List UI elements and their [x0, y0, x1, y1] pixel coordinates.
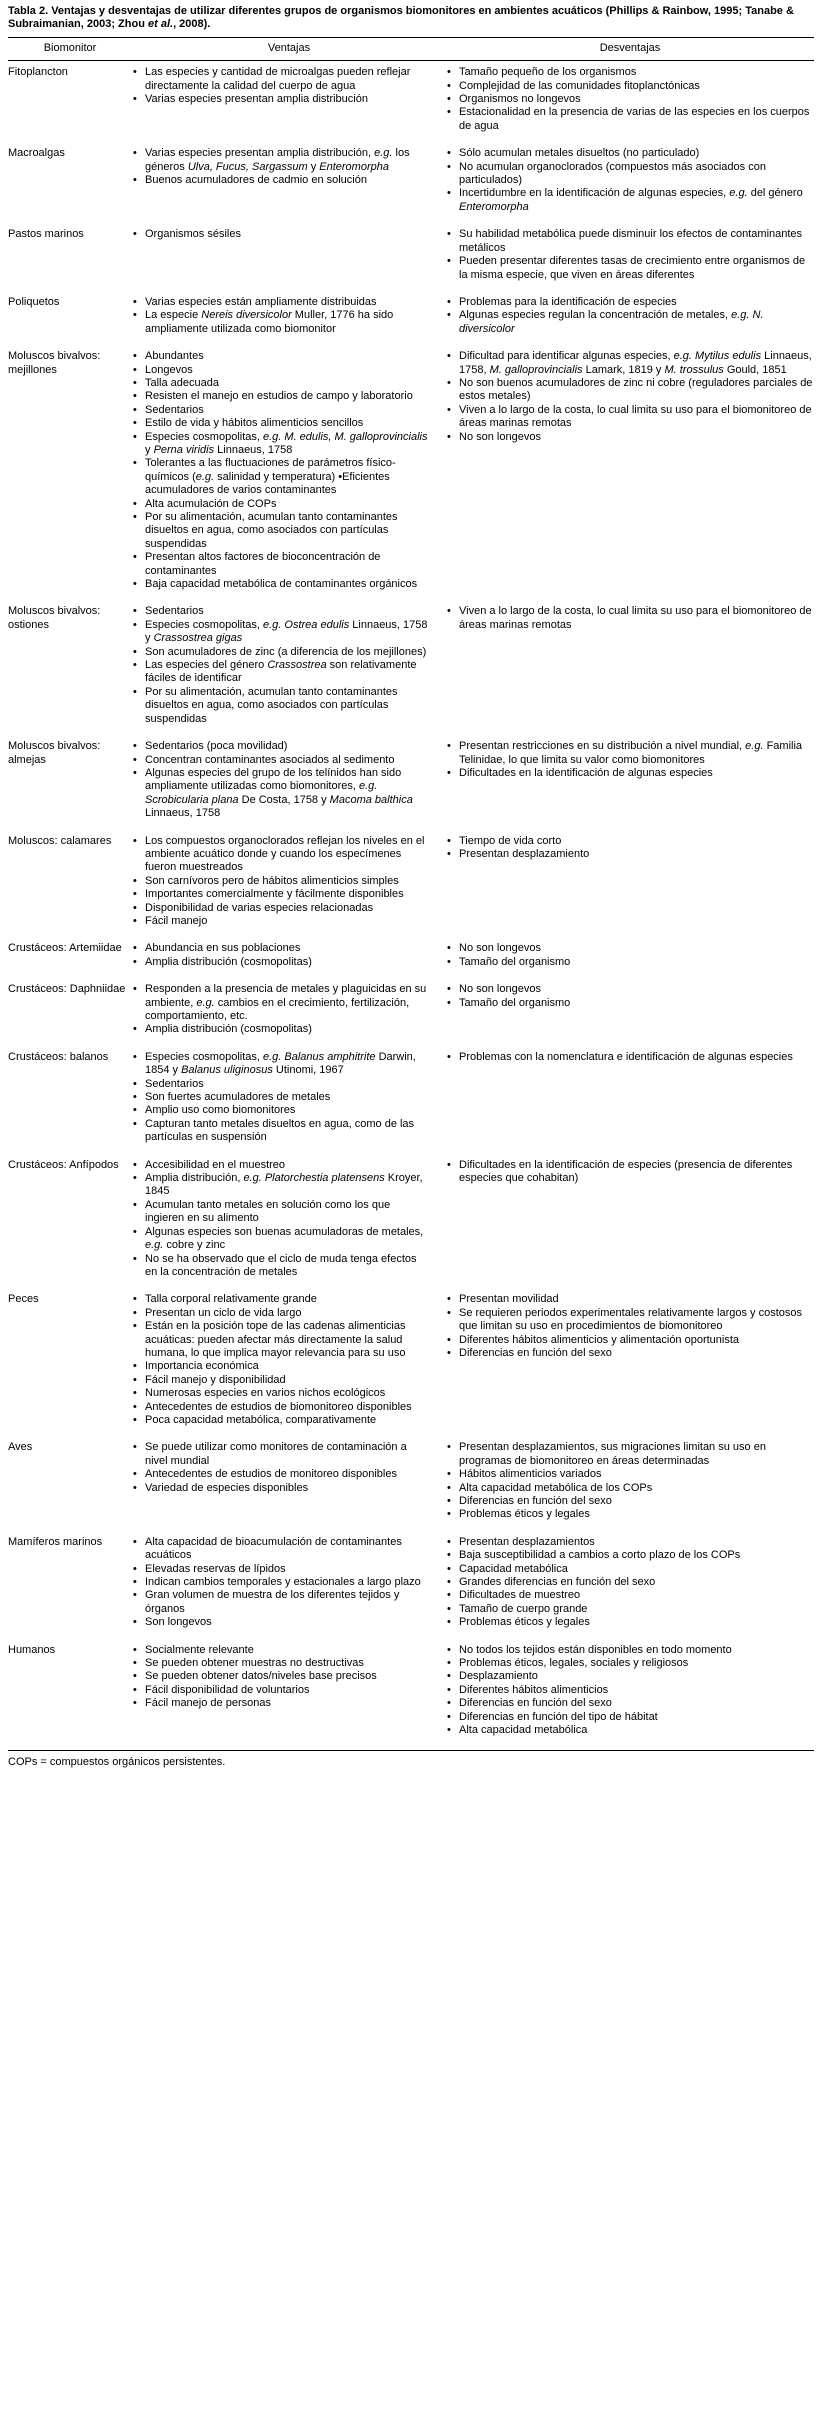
list-item: • Tamaño del organismo: [446, 997, 814, 1010]
ventajas-list: [132, 66, 430, 106]
header-row: [8, 37, 814, 60]
list-item: • Varias especies están ampliamente distribuidas: [132, 296, 430, 309]
list-item: • Presentan desplazamientos, sus migraciones limitan su uso en programas de biomonitoreo en áreas determinadas: [446, 1441, 814, 1468]
column-header-ventajas: Ventajas: [132, 37, 446, 60]
list-item: • No todos los tejidos están disponibles en todo momento: [446, 1644, 814, 1657]
desventajas-list: [446, 228, 814, 282]
list-item: • Presentan desplazamiento: [446, 848, 814, 861]
table-row: [8, 833, 814, 941]
ventajas-cell: [132, 1439, 446, 1533]
list-item: • Organismos sésiles: [132, 228, 430, 241]
ventajas-cell: [132, 940, 446, 981]
ventajas-list: [132, 942, 430, 969]
ventajas-list: [132, 1051, 430, 1145]
desventajas-list: [446, 1051, 814, 1064]
list-item: • Gran volumen de muestra de los diferentes tejidos y órganos: [132, 1589, 430, 1616]
list-item: • Resisten el manejo en estudios de campo y laboratorio: [132, 390, 430, 403]
list-item: • Alta capacidad metabólica de los COPs: [446, 1482, 814, 1495]
desventajas-list: [446, 1159, 814, 1186]
list-item: • Presentan un ciclo de vida largo: [132, 1307, 430, 1320]
list-item: • Especies cosmopolitas, e.g. Ostrea edulis Linnaeus, 1758 y Crassostrea gigas: [132, 619, 430, 646]
desventajas-cell: [446, 348, 814, 603]
list-item: • No son longevos: [446, 983, 814, 996]
list-item: • Sedentarios: [132, 404, 430, 417]
table-row: [8, 348, 814, 603]
list-item: • Diferentes hábitos alimenticios: [446, 1684, 814, 1697]
list-item: • Diferencias en función del sexo: [446, 1697, 814, 1710]
list-item: • Complejidad de las comunidades fitoplanctónicas: [446, 80, 814, 93]
desventajas-cell: [446, 145, 814, 226]
desventajas-cell: [446, 833, 814, 941]
list-item: • Las especies del género Crassostrea son relativamente fáciles de identificar: [132, 659, 430, 686]
ventajas-cell: [132, 1157, 446, 1292]
biomonitor-cell: Moluscos bivalvos: ostiones: [8, 605, 101, 631]
list-item: • Fácil disponibilidad de voluntarios: [132, 1684, 430, 1697]
list-item: • Tamaño pequeño de los organismos: [446, 66, 814, 79]
list-item: • Poca capacidad metabólica, comparativamente: [132, 1414, 430, 1427]
biomonitor-cell: Poliquetos: [8, 295, 60, 308]
table-row: [8, 1291, 814, 1439]
list-item: • Incertidumbre en la identificación de algunas especies, e.g. del género Enteromorpha: [446, 187, 814, 214]
list-item: • Antecedentes de estudios de biomonitoreo disponibles: [132, 1401, 430, 1414]
table-row: [8, 1049, 814, 1157]
list-item: • Dificultades en la identificación de especies (presencia de diferentes especies que cohabitan): [446, 1159, 814, 1186]
table-row: [8, 981, 814, 1049]
list-item: • No se ha observado que el ciclo de muda tenga efectos en la concentración de metales: [132, 1253, 430, 1280]
list-item: • Fácil manejo: [132, 915, 430, 928]
biomonitor-cell: Pastos marinos: [8, 228, 84, 241]
table-row: [8, 145, 814, 226]
list-item: • Variedad de especies disponibles: [132, 1482, 430, 1495]
table-header: [8, 37, 814, 60]
desventajas-list: [446, 147, 814, 214]
list-item: • Sólo acumulan metales disueltos (no particulado): [446, 147, 814, 160]
ventajas-list: [132, 350, 430, 591]
list-item: • Se requieren periodos experimentales relativamente largos y costosos que limitan su uso en procedimientos de biomonitoreo: [446, 1307, 814, 1334]
list-item: • Dificultades de muestreo: [446, 1589, 814, 1602]
table-row: [8, 61, 814, 146]
list-item: • Viven a lo largo de la costa, lo cual limita su uso para el biomonitoreo de áreas marinas remotas: [446, 605, 814, 632]
desventajas-cell: [446, 1291, 814, 1439]
ventajas-cell: [132, 348, 446, 603]
table-row: [8, 940, 814, 981]
list-item: • Concentran contaminantes asociados al sedimento: [132, 754, 430, 767]
list-item: • Indican cambios temporales y estacionales a largo plazo: [132, 1576, 430, 1589]
list-item: • Antecedentes de estudios de monitoreo disponibles: [132, 1468, 430, 1481]
ventajas-cell: [132, 145, 446, 226]
biomonitor-cell: Moluscos bivalvos: almejas: [8, 740, 101, 766]
list-item: • Las especies y cantidad de microalgas pueden reflejar directamente la calidad del cuerpo de agua: [132, 66, 430, 93]
desventajas-cell: [446, 1642, 814, 1750]
list-item: • Presentan altos factores de bioconcentración de contaminantes: [132, 551, 430, 578]
table-row: [8, 603, 814, 738]
list-item: • Están en la posición tope de las cadenas alimenticias acuáticas: pueden afectar más directamente la salud humana, lo que implica mayor relevancia para su uso: [132, 1320, 430, 1360]
list-item: • Dificultades en la identificación de algunas especies: [446, 767, 814, 780]
list-item: • Amplio uso como biomonitores: [132, 1104, 430, 1117]
desventajas-list: [446, 296, 814, 336]
biomonitor-cell: Crustáceos: Anfípodos: [8, 1158, 119, 1171]
table-row: [8, 226, 814, 294]
list-item: • Alta capacidad de bioacumulación de contaminantes acuáticos: [132, 1536, 430, 1563]
list-item: • Abundantes: [132, 350, 430, 363]
list-item: • Desplazamiento: [446, 1670, 814, 1683]
table-row: [8, 1534, 814, 1642]
list-item: • Especies cosmopolitas, e.g. M. edulis, M. galloprovincialis y Perna viridis Linnaeus, 1758: [132, 431, 430, 458]
biomonitor-cell: Fitoplancton: [8, 66, 68, 79]
list-item: • Se puede utilizar como monitores de contaminación a nivel mundial: [132, 1441, 430, 1468]
list-item: • Fácil manejo de personas: [132, 1697, 430, 1710]
list-item: • Sedentarios: [132, 1078, 430, 1091]
list-item: • Numerosas especies en varios nichos ecológicos: [132, 1387, 430, 1400]
list-item: • Su habilidad metabólica puede disminuir los efectos de contaminantes metálicos: [446, 228, 814, 255]
biomonitor-cell: Crustáceos: Daphniidae: [8, 983, 126, 996]
biomonitor-cell: Moluscos: calamares: [8, 834, 112, 847]
desventajas-list: [446, 1536, 814, 1630]
ventajas-cell: [132, 1291, 446, 1439]
column-header-desventajas: Desventajas: [446, 37, 814, 60]
list-item: • No son longevos: [446, 431, 814, 444]
list-item: • Acumulan tanto metales en solución como los que ingieren en su alimento: [132, 1199, 430, 1226]
ventajas-cell: [132, 1049, 446, 1157]
table-footnote: COPs = compuestos orgánicos persistentes.: [8, 1755, 226, 1768]
ventajas-cell: [132, 61, 446, 146]
list-item: • Dificultad para identificar algunas especies, e.g. Mytilus edulis Linnaeus, 1758, M. galloprovincialis Lamark, 1819 y M. trossulus Gould, 1851: [446, 350, 814, 377]
desventajas-cell: [446, 981, 814, 1049]
list-item: • Capturan tanto metales disueltos en agua, como de las partículas en suspensión: [132, 1118, 430, 1145]
list-item: • Amplia distribución (cosmopolitas): [132, 1023, 430, 1036]
list-item: • Tamaño del organismo: [446, 956, 814, 969]
desventajas-list: [446, 1293, 814, 1360]
list-item: • Problemas éticos y legales: [446, 1508, 814, 1521]
list-item: • Longevos: [132, 364, 430, 377]
list-item: • Presentan desplazamientos: [446, 1536, 814, 1549]
list-item: • Estilo de vida y hábitos alimenticios sencillos: [132, 417, 430, 430]
list-item: • Amplia distribución (cosmopolitas): [132, 956, 430, 969]
ventajas-cell: [132, 226, 446, 294]
table-row: [8, 738, 814, 832]
list-item: • No son longevos: [446, 942, 814, 955]
list-item: • Son acumuladores de zinc (a diferencia de los mejillones): [132, 646, 430, 659]
list-item: • Abundancia en sus poblaciones: [132, 942, 430, 955]
table-row: [8, 1642, 814, 1750]
desventajas-list: [446, 983, 814, 1010]
list-item: • Algunas especies regulan la concentración de metales, e.g. N. diversicolor: [446, 309, 814, 336]
list-item: • Disponibilidad de varias especies relacionadas: [132, 902, 430, 915]
ventajas-list: [132, 1293, 430, 1427]
list-item: • Los compuestos organoclorados reflejan los niveles en el ambiente acuático donde y cuando los especímenes fueron muestreados: [132, 835, 430, 875]
list-item: • Talla adecuada: [132, 377, 430, 390]
ventajas-list: [132, 1536, 430, 1630]
list-item: • Varias especies presentan amplia distribución: [132, 93, 430, 106]
list-item: • Viven a lo largo de la costa, lo cual limita su uso para el biomonitoreo de áreas marinas remotas: [446, 404, 814, 431]
ventajas-cell: [132, 981, 446, 1049]
desventajas-list: [446, 1644, 814, 1738]
desventajas-cell: [446, 1534, 814, 1642]
desventajas-list: [446, 740, 814, 780]
ventajas-list: [132, 983, 430, 1037]
ventajas-list: [132, 1441, 430, 1495]
list-item: • Elevadas reservas de lípidos: [132, 1563, 430, 1576]
list-item: • Buenos acumuladores de cadmio en solución: [132, 174, 430, 187]
list-item: • Se pueden obtener datos/niveles base precisos: [132, 1670, 430, 1683]
list-item: • Tiempo de vida corto: [446, 835, 814, 848]
list-item: • Accesibilidad en el muestreo: [132, 1159, 430, 1172]
ventajas-list: [132, 740, 430, 820]
ventajas-cell: [132, 833, 446, 941]
biomonitor-cell: Crustáceos: Artemiidae: [8, 942, 122, 955]
list-item: • Pueden presentar diferentes tasas de crecimiento entre organismos de la misma especie, que viven en áreas diferentes: [446, 255, 814, 282]
table-row: [8, 1157, 814, 1292]
list-item: • Diferentes hábitos alimenticios y alimentación oportunista: [446, 1334, 814, 1347]
ventajas-list: [132, 296, 430, 336]
list-item: • Presentan movilidad: [446, 1293, 814, 1306]
ventajas-cell: [132, 603, 446, 738]
list-item: • Alta acumulación de COPs: [132, 498, 430, 511]
list-item: • Talla corporal relativamente grande: [132, 1293, 430, 1306]
table-row: [8, 294, 814, 348]
biomonitor-cell: Mamíferos marinos: [8, 1535, 103, 1548]
ventajas-cell: [132, 1534, 446, 1642]
biomonitor-cell: Peces: [8, 1293, 39, 1306]
table-caption: Tabla 2. Ventajas y desventajas de utilizar diferentes grupos de organismos biomonitores en ambientes acuáticos (Phillips & Rainbow, 1995; Tanabe & Subraimanian, 2003; Zhou et al., 2008).: [8, 5, 794, 31]
desventajas-list: [446, 942, 814, 969]
desventajas-cell: [446, 61, 814, 146]
desventajas-list: [446, 605, 814, 632]
desventajas-cell: [446, 738, 814, 832]
ventajas-list: [132, 605, 430, 726]
list-item: • Diferencias en función del tipo de hábitat: [446, 1711, 814, 1724]
table-row: [8, 1439, 814, 1533]
ventajas-list: [132, 1644, 430, 1711]
list-item: • Se pueden obtener muestras no destructivas: [132, 1657, 430, 1670]
list-item: • Hábitos alimenticios variados: [446, 1468, 814, 1481]
list-item: • Alta capacidad metabólica: [446, 1724, 814, 1737]
list-item: • Importancia económica: [132, 1360, 430, 1373]
list-item: • Sedentarios (poca movilidad): [132, 740, 430, 753]
list-item: • La especie Nereis diversicolor Muller, 1776 ha sido ampliamente utilizada como biomonitor: [132, 309, 430, 336]
biomonitor-cell: Humanos: [8, 1643, 56, 1656]
ventajas-list: [132, 835, 430, 929]
desventajas-list: [446, 350, 814, 444]
desventajas-cell: [446, 603, 814, 738]
list-item: • Algunas especies son buenas acumuladoras de metales, e.g. cobre y zinc: [132, 1226, 430, 1253]
list-item: • Presentan restricciones en su distribución a nivel mundial, e.g. Familia Telinidae, lo que limita su valor como biomonitores: [446, 740, 814, 767]
desventajas-cell: [446, 940, 814, 981]
list-item: • Por su alimentación, acumulan tanto contaminantes disueltos en agua, como asociados con partículas suspendidas: [132, 686, 430, 726]
list-item: • Estacionalidad en la presencia de varias de las especies en los cuerpos de agua: [446, 106, 814, 133]
desventajas-cell: [446, 1157, 814, 1292]
list-item: • No acumulan organoclorados (compuestos más asociados con particulados): [446, 161, 814, 188]
biomonitor-cell: Macroalgas: [8, 147, 65, 160]
list-item: • Especies cosmopolitas, e.g. Balanus amphitrite Darwin, 1854 y Balanus uliginosus Utinomi, 1967: [132, 1051, 430, 1078]
desventajas-cell: [446, 294, 814, 348]
ventajas-list: [132, 147, 430, 187]
list-item: • Por su alimentación, acumulan tanto contaminantes disueltos en agua, como asociados con partículas suspendidas: [132, 511, 430, 551]
desventajas-list: [446, 835, 814, 862]
list-item: • Problemas éticos, legales, sociales y religiosos: [446, 1657, 814, 1670]
list-item: • Algunas especies del grupo de los telínidos han sido ampliamente utilizadas como biomonitores, e.g. Scrobicularia plana De Costa, 1758 y Macoma balthica Linnaeus, 1758: [132, 767, 430, 821]
desventajas-cell: [446, 1049, 814, 1157]
desventajas-cell: [446, 226, 814, 294]
list-item: • Socialmente relevante: [132, 1644, 430, 1657]
list-item: • Baja capacidad metabólica de contaminantes orgánicos: [132, 578, 430, 591]
ventajas-cell: [132, 1642, 446, 1750]
ventajas-cell: [132, 294, 446, 348]
ventajas-list: [132, 228, 430, 241]
desventajas-cell: [446, 1439, 814, 1533]
list-item: • Fácil manejo y disponibilidad: [132, 1374, 430, 1387]
list-item: • Son carnívoros pero de hábitos alimenticios simples: [132, 875, 430, 888]
desventajas-list: [446, 66, 814, 133]
list-item: • Varias especies presentan amplia distribución, e.g. los géneros Ulva, Fucus, Sargassum y Enteromorpha: [132, 147, 430, 174]
list-item: • Amplia distribución, e.g. Platorchestia platensens Kroyer, 1845: [132, 1172, 430, 1199]
biomonitor-table: [8, 37, 814, 1751]
column-header-biomonitor: Biomonitor: [8, 37, 132, 60]
list-item: • Baja susceptibilidad a cambios a corto plazo de los COPs: [446, 1549, 814, 1562]
list-item: • Son longevos: [132, 1616, 430, 1629]
ventajas-cell: [132, 738, 446, 832]
list-item: • Problemas éticos y legales: [446, 1616, 814, 1629]
list-item: • Diferencias en función del sexo: [446, 1495, 814, 1508]
list-item: • Son fuertes acumuladores de metales: [132, 1091, 430, 1104]
table-body: [8, 61, 814, 1750]
list-item: • Problemas para la identificación de especies: [446, 296, 814, 309]
list-item: • Tolerantes a las fluctuaciones de parámetros físico-químicos (e.g. salinidad y temperatura) •Eficientes acumuladores de varios contaminantes: [132, 457, 430, 497]
list-item: • Responden a la presencia de metales y plaguicidas en su ambiente, e.g. cambios en el crecimiento, fertilización, comportamiento, etc.: [132, 983, 430, 1023]
list-item: • Diferencias en función del sexo: [446, 1347, 814, 1360]
biomonitor-cell: Crustáceos: balanos: [8, 1050, 109, 1063]
biomonitor-cell: Moluscos bivalvos: mejillones: [8, 350, 101, 376]
list-item: • Problemas con la nomenclatura e identificación de algunas especies: [446, 1051, 814, 1064]
list-item: • Organismos no longevos: [446, 93, 814, 106]
list-item: • Importantes comercialmente y fácilmente disponibles: [132, 888, 430, 901]
list-item: • Grandes diferencias en función del sexo: [446, 1576, 814, 1589]
list-item: • Sedentarios: [132, 605, 430, 618]
biomonitor-cell: Aves: [8, 1441, 33, 1454]
list-item: • No son buenos acumuladores de zinc ni cobre (reguladores parciales de estos metales): [446, 377, 814, 404]
desventajas-list: [446, 1441, 814, 1521]
ventajas-list: [132, 1159, 430, 1280]
list-item: • Capacidad metabólica: [446, 1563, 814, 1576]
list-item: • Tamaño de cuerpo grande: [446, 1603, 814, 1616]
